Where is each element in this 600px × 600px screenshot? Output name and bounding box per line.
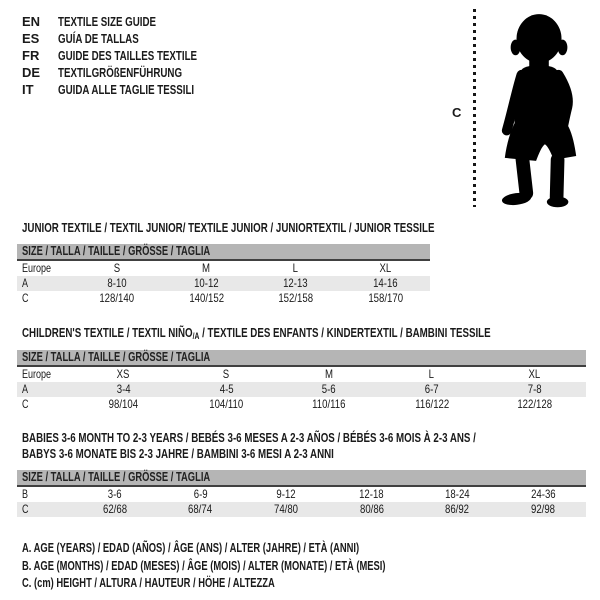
table-cell: 104/110 <box>209 397 244 411</box>
table-row <box>17 397 586 412</box>
table-cell: 92/98 <box>531 502 556 516</box>
row-label-text: C <box>22 502 29 516</box>
table-cell: 7-8 <box>527 382 542 396</box>
table-cell: 12-18 <box>359 487 385 501</box>
toddler-silhouette-icon <box>496 10 584 210</box>
legend-line-a: A. AGE (YEARS) / EDAD (AÑOS) / ÂGE (ANS) / ALTER (JAHRE) / ETÀ (ANNI) <box>22 541 360 555</box>
row-label <box>17 291 72 306</box>
row-label-text: Europe <box>22 367 52 381</box>
table-row <box>17 487 586 502</box>
table-cell: 152/158 <box>278 291 314 305</box>
row-label-text: A <box>22 382 29 396</box>
language-title: GUÍA DE TALLAS <box>58 31 139 46</box>
language-code: IT <box>22 82 34 97</box>
table-cell: 6-7 <box>424 382 439 396</box>
table-row <box>17 502 586 517</box>
row-label <box>17 367 72 382</box>
size-header-text: SIZE / TALLA / TAILLE / GRÖSSE / TAGLIA <box>22 350 211 364</box>
table-cell: L <box>293 261 299 275</box>
babies-heading-text-1: BABIES 3-6 MONTH TO 2-3 YEARS / BEBÉS 3-6 MESES A 2-3 AÑOS / BÉBÉS 3-6 MOIS À 2-3 ANS / <box>22 430 476 445</box>
language-title: GUIDE DES TAILLES TEXTILE <box>58 48 198 63</box>
language-code: ES <box>22 31 40 46</box>
size-header-bar <box>17 470 586 487</box>
language-row <box>22 64 243 81</box>
table-cell: 116/122 <box>414 397 449 411</box>
table-cell: 8-10 <box>107 276 127 290</box>
measurement-legend <box>22 540 507 593</box>
heading-subscript: /A <box>192 331 200 341</box>
language-row <box>22 47 243 64</box>
table-cell: 86/92 <box>445 502 470 516</box>
table-cell: 4-5 <box>219 382 234 396</box>
table-cell: 5-6 <box>322 382 336 396</box>
babies-section-heading-line2 <box>22 446 438 462</box>
row-label <box>17 382 72 397</box>
table-body <box>17 261 430 306</box>
table-cell: M <box>324 367 333 381</box>
table-cell: 3-6 <box>107 487 122 501</box>
language-code: DE <box>22 65 41 80</box>
junior-size-table <box>17 244 430 306</box>
row-label <box>17 261 72 276</box>
table-body <box>17 487 586 517</box>
table-cell: XL <box>379 261 392 275</box>
table-cell: 62/68 <box>102 502 127 516</box>
language-title: TEXTILE SIZE GUIDE <box>58 14 157 29</box>
table-row <box>17 382 586 397</box>
children-heading-text: CHILDREN'S TEXTILE / TEXTIL $NIÑO_{/A}$ / TEXTILE DES ENFANTS / KINDERTEXTIL / BAMBINI TESSILE <box>22 325 491 341</box>
table-cell: M <box>202 261 211 275</box>
table-cell: S <box>113 261 120 275</box>
babies-section-heading-line1 <box>22 430 600 446</box>
language-row <box>22 30 243 47</box>
babies-heading-text-2: BABYS 3-6 MONATE BIS 2-3 JAHRE / BAMBINI 3-6 MESI A 2-3 ANNI <box>22 446 334 461</box>
junior-section-heading <box>22 220 572 236</box>
language-title: GUIDA ALLE TAGLIE TESSILI <box>58 82 195 97</box>
children-section-heading <box>22 325 600 341</box>
table-cell: XS <box>116 367 130 381</box>
size-header-bar <box>17 244 430 261</box>
size-header-text: SIZE / TALLA / TAILLE / GRÖSSE / TAGLIA <box>22 244 211 258</box>
row-label-text: C <box>22 397 29 411</box>
babies-size-table <box>17 470 586 517</box>
table-cell: L <box>429 367 435 381</box>
language-code: FR <box>22 48 40 63</box>
junior-heading-text: JUNIOR TEXTILE / TEXTIL JUNIOR/ TEXTILE JUNIOR / JUNIORTEXTIL / JUNIOR TESSILE <box>22 220 435 235</box>
language-title-block <box>22 13 243 98</box>
table-cell: XL <box>528 367 541 381</box>
row-label-text: Europe <box>22 261 52 275</box>
legend-line-c: C. (cm) HEIGHT / ALTURA / HAUTEUR / HÖHE / ALTEZZA <box>22 576 275 591</box>
table-cell: 9-12 <box>276 487 296 501</box>
table-cell: 74/80 <box>274 502 299 516</box>
table-cell: 68/74 <box>188 502 213 516</box>
language-title: TEXTILGRÖßENFÜHRUNG <box>58 65 183 80</box>
children-size-table <box>17 350 586 412</box>
table-row <box>17 261 430 276</box>
table-cell: 10-12 <box>193 276 219 290</box>
language-row <box>22 81 243 98</box>
row-label-text: C <box>22 291 29 305</box>
table-cell: 80/86 <box>359 502 384 516</box>
size-header-bar <box>17 350 586 367</box>
table-cell: 6-9 <box>193 487 208 501</box>
row-label-text: B <box>22 487 29 501</box>
table-cell: 122/128 <box>517 397 552 411</box>
row-label-text: A <box>22 276 29 290</box>
table-cell: 14-16 <box>372 276 398 290</box>
table-row <box>17 276 430 291</box>
table-row <box>17 291 430 306</box>
table-cell: 18-24 <box>445 487 470 501</box>
table-cell: 98/104 <box>108 397 139 411</box>
language-code: EN <box>22 14 41 29</box>
table-body <box>17 367 586 412</box>
language-row <box>22 13 243 30</box>
table-row <box>17 367 586 382</box>
table-cell: 12-13 <box>283 276 309 290</box>
size-header-text: SIZE / TALLA / TAILLE / GRÖSSE / TAGLIA <box>22 470 211 484</box>
row-label <box>17 487 72 502</box>
table-cell: 158/170 <box>367 291 403 305</box>
row-label <box>17 276 72 291</box>
height-marker-label: C <box>452 105 462 120</box>
table-cell: 3-4 <box>116 382 131 396</box>
table-cell: 24-36 <box>530 487 556 501</box>
table-cell: 110/116 <box>312 397 346 411</box>
row-label <box>17 397 72 412</box>
height-measure-dotted-line <box>473 9 476 207</box>
row-label <box>17 502 72 517</box>
legend-line-b: B. AGE (MONTHS) / EDAD (MESES) / ÂGE (MOIS) / ALTER (MONATE) / ETÀ (MESI) <box>22 558 386 573</box>
table-cell: 140/152 <box>188 291 224 305</box>
table-cell: 128/140 <box>99 291 135 305</box>
table-cell: S <box>222 367 230 381</box>
